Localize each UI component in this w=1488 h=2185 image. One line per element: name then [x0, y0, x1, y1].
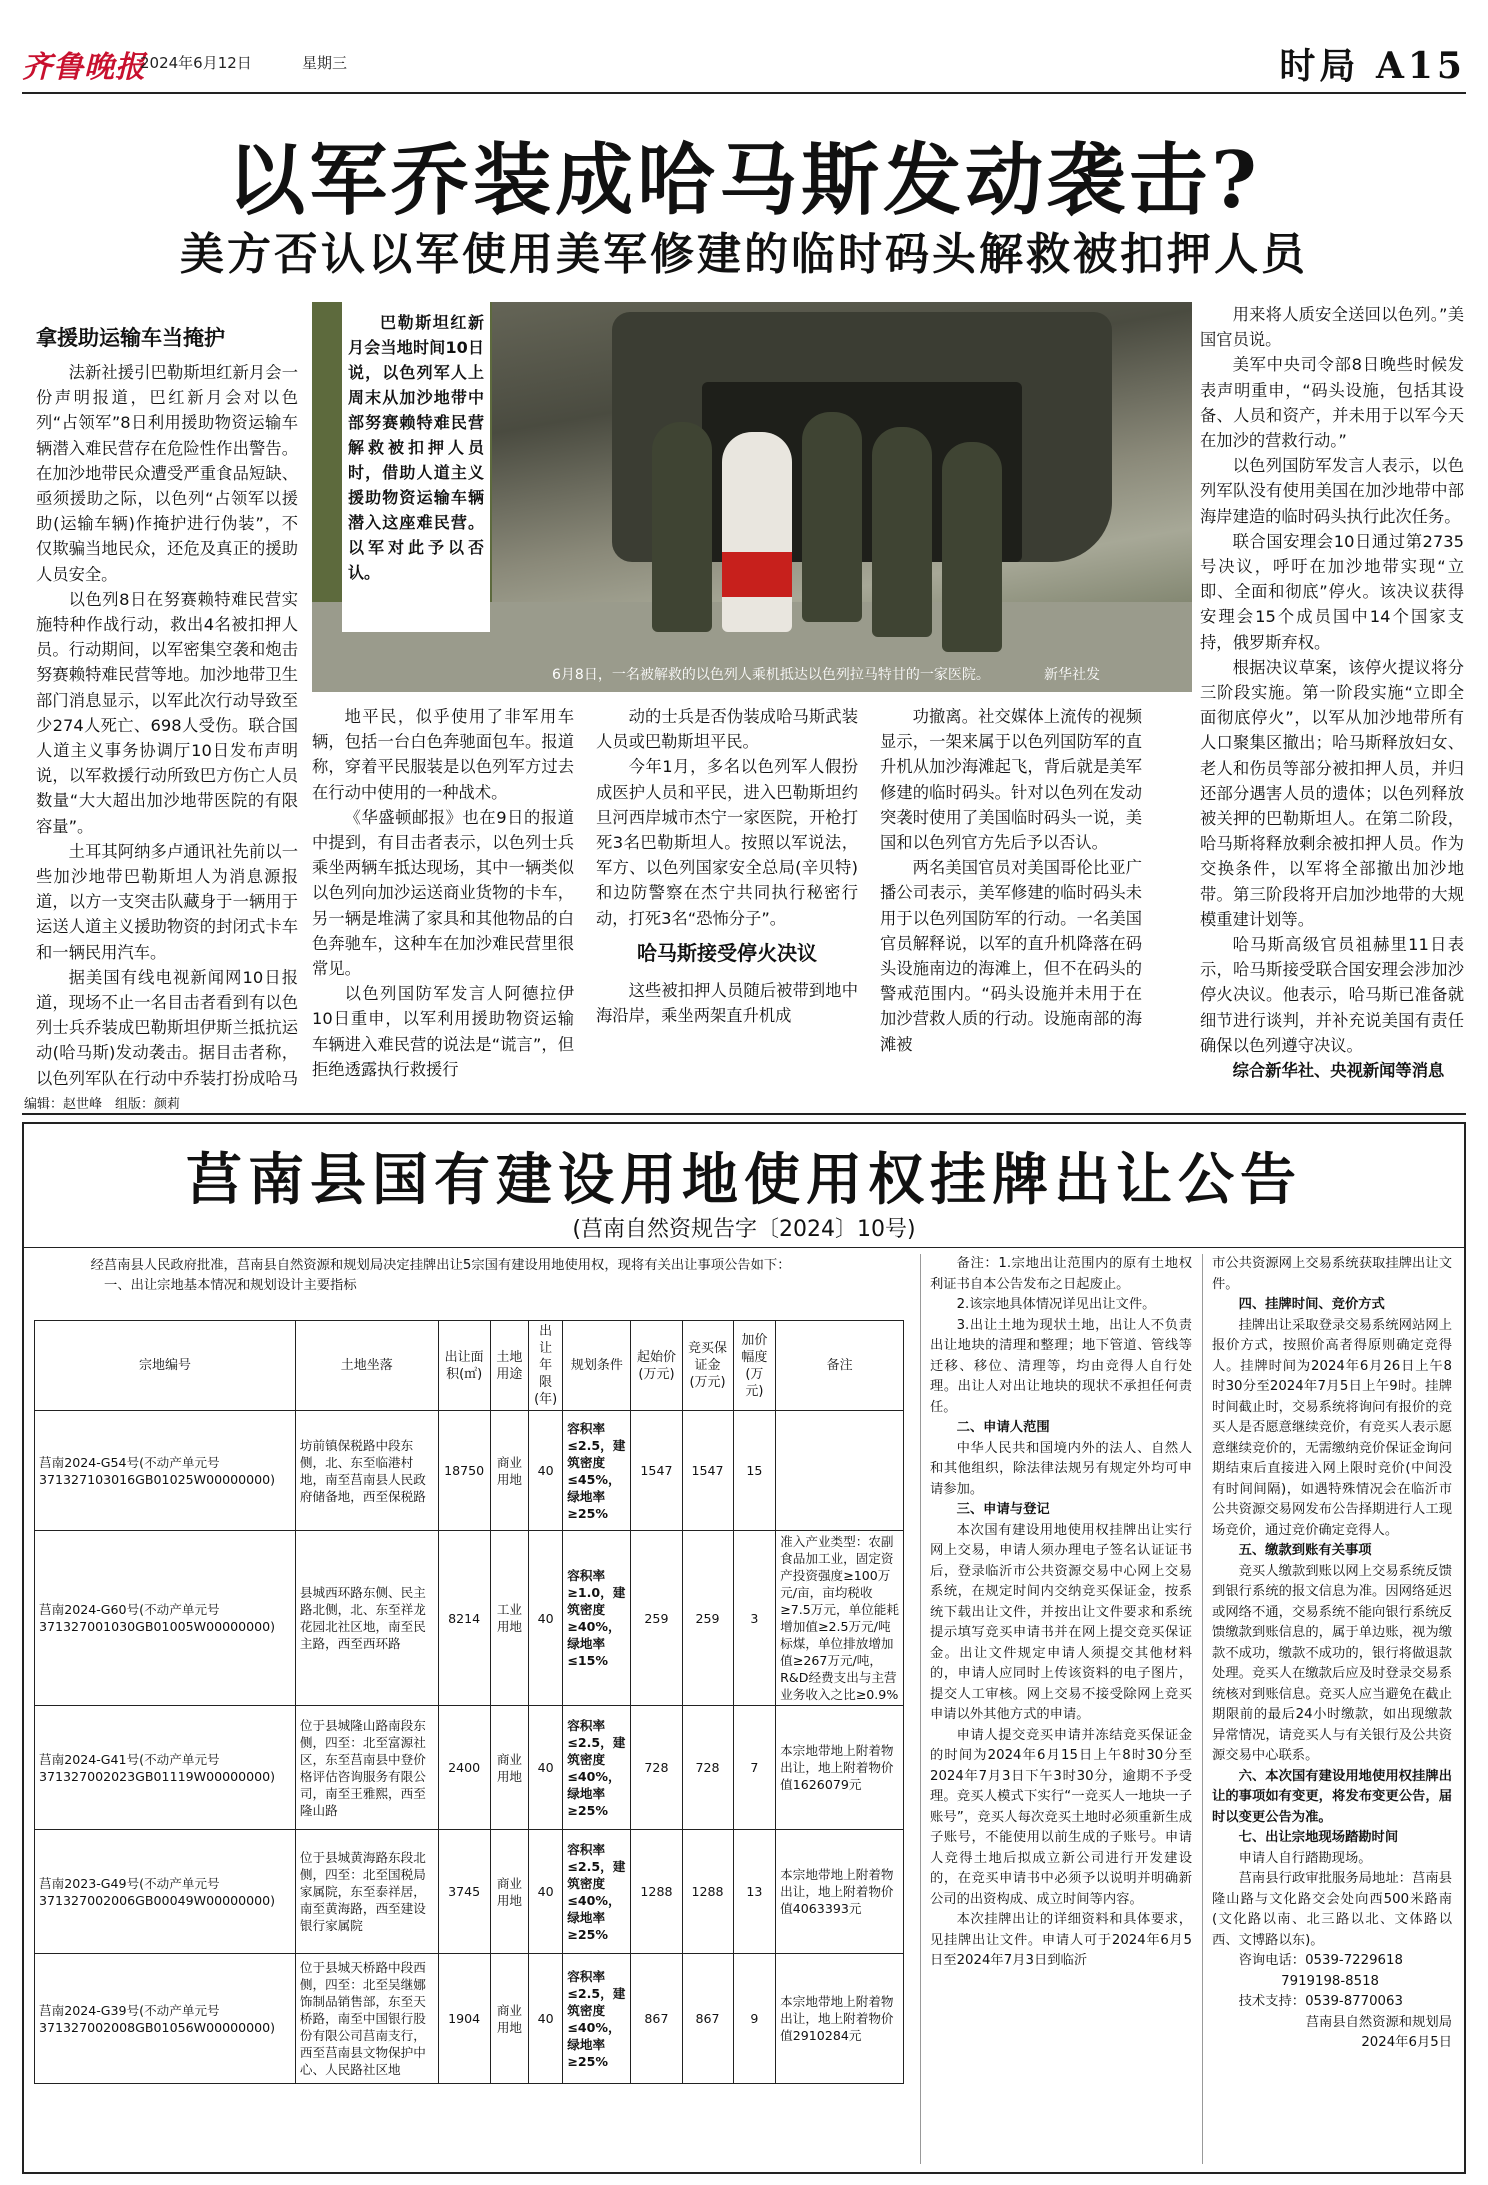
photo-soldier	[802, 412, 862, 622]
notice-section-title: 二、申请人范围	[956, 1420, 1050, 1435]
notice-paragraph: 市公共资源网上交易系统获取挂牌出让文件。	[1212, 1256, 1452, 1292]
notice-paragraph: 中华人民共和国境内外的法人、自然人和其他组织，除法律法规另有规定外均可申请参加。	[930, 1440, 1192, 1497]
table-cell: 莒南2023-G49号(不动产单元号371327002006GB00049W00000000)	[35, 1830, 296, 1954]
notice-section-title: 七、出让宗地现场踏勘时间	[1238, 1830, 1399, 1845]
table-cell: 商业用地	[490, 1706, 528, 1830]
article-subheadline: 美方否认以军使用美军修建的临时码头解救被扣押人员	[180, 229, 1308, 280]
photo-soldier	[652, 422, 712, 632]
table-header-cell: 规划条件	[563, 1321, 631, 1411]
article-paragraph: 联合国安理会10日通过第2735号决议，呼吁在加沙地带实现“立即、全面和彻底”停火。该决议获得安理会15个成员国中14个国家支持，俄罗斯弃权。	[1200, 531, 1464, 652]
table-cell: 13	[733, 1830, 776, 1954]
photo-credit: 新华社发	[1044, 667, 1100, 683]
notice-phone: 7919198-8518	[1281, 1973, 1380, 1989]
notice-paragraph: 技术支持：0539-8770063	[1238, 1994, 1403, 2009]
article-paragraph: 《华盛顿邮报》也在9日的报道中提到，有目击者表示，以色列士兵乘坐两辆车抵达现场，其中一辆类似以色列向加沙运送商业货物的卡车，另一辆是堆满了家具和其他物品的白色奔驰车，这种车在加沙难民营里很常见。	[312, 807, 574, 979]
article-paragraph: 美军中央司令部8日晚些时候发表声明重申，“码头设施，包括其设备、人员和资产，并未用于以军今天在加沙的营救行动。”	[1200, 355, 1464, 451]
issue-weekday: 星期三	[302, 54, 348, 72]
article-column-1	[36, 360, 298, 1088]
section-page-label: 时局 A15	[1279, 45, 1466, 87]
table-cell: 位于县城隆山路南段东侧，四至：北至富源社区，东至莒南县中登价格评估咨询服务有限公司，南至王雅熙，西至隆山路	[295, 1706, 438, 1830]
table-cell: 40	[529, 1954, 563, 2084]
notice-section-title: 五、缴款到账有关事项	[1238, 1543, 1372, 1558]
table-header-cell: 土地用途	[490, 1321, 528, 1411]
article-paragraph: 据美国有线电视新闻网10日报道，现场不止一名目击者看到有以色列士兵乔装成巴勒斯坦伊斯兰抵抗运动(哈马斯)发动袭击。据目击者称，以色列军队在行动中乔装打扮成哈马	[36, 967, 298, 1088]
table-cell: 本宗地带地上附着物出让，地上附着物价值1626079元	[776, 1706, 904, 1830]
notice-paragraph: 莒南县行政审批服务局地址：莒南县隆山路与文化路交会处向西500米路南(文化路以南、北三路以北、文体路以西、文博路以东)。	[1212, 1871, 1452, 1948]
table-cell: 1288	[631, 1830, 682, 1954]
table-cell: 728	[631, 1706, 682, 1830]
notice-section-title: 四、挂牌时间、竞价方式	[1238, 1297, 1385, 1312]
table-header-cell: 宗地编号	[35, 1321, 296, 1411]
article-byline: 综合新华社、央视新闻等消息	[1232, 1061, 1445, 1081]
notice-paragraph: 咨询电话：0539-7229618	[1238, 1953, 1403, 1968]
table-cell: 容积率≤2.5，建筑密度≤40%，绿地率≥25%	[563, 1830, 631, 1954]
table-cell: 9	[733, 1954, 776, 2084]
article-column-4	[880, 704, 1142, 1090]
photo-soldier	[872, 427, 932, 637]
table-cell: 商业用地	[490, 1830, 528, 1954]
article-paragraph: 功撤离。社交媒体上流传的视频显示，一架来属于以色列国防军的直升机从加沙海滩起飞，背后就是美军修建的临时码头。针对以色列在发动突袭时使用了美国临时码头一说，美国和以色列官方先后予以否认。	[880, 707, 1142, 853]
article-column-3	[596, 704, 858, 1090]
table-cell: 容积率≤2.5，建筑密度≤40%，绿地率≥25%	[563, 1706, 631, 1830]
editor-credit: 编辑：赵世峰 组版：颜莉	[22, 1093, 1466, 1115]
table-cell: 容积率≥1.0，建筑密度≥40%，绿地率≤15%	[563, 1531, 631, 1706]
photo-caption: 6月8日，一名被解救的以色列人乘机抵达以色列拉马特甘的一家医院。	[552, 667, 990, 683]
article-paragraph: 这些被扣押人员随后被带到地中海沿岸，乘坐两架直升机成	[596, 981, 858, 1026]
column-divider	[920, 1254, 921, 2164]
table-cell: 莒南2024-G54号(不动产单元号371327103016GB01025W00000000)	[35, 1411, 296, 1531]
table-header-cell: 备注	[776, 1321, 904, 1411]
table-header-cell: 出让面积(㎡)	[438, 1321, 490, 1411]
table-cell: 40	[529, 1830, 563, 1954]
table-cell: 准入产业类型：农副食品加工业，固定资产投资强度≥100万元/亩，亩均税收≥7.5万元，单位能耗增加值≥2.5万元/吨标煤，单位排放增加值≥267万元/吨，R&D经费支出与主营业务收入之比≥0.9%	[776, 1531, 904, 1706]
article-paragraph: 地平民，似乎使用了非军用车辆，包括一台白色奔驰面包车。报道称，穿着平民服装是以色列军方过去在行动中使用的一种战术。	[312, 707, 574, 802]
table-cell: 位于县城天桥路中段西侧，四至：北至吴继娜饰制品销售部，东至天桥路，南至中国银行股份有限公司莒南支行，西至莒南县文物保护中心、人民路社区地	[295, 1954, 438, 2084]
table-row	[35, 1706, 904, 1830]
notice-section-title: 三、申请与登记	[956, 1502, 1050, 1517]
notice-paragraph: 3.出让土地为现状土地，出让人不负责出让地块的清理和整理；地下管道、管线等迁移、移位、清理等，均由竞得人自行处理。出让人对出让地块的现状不承担任何责任。	[930, 1317, 1192, 1415]
article-paragraph: 哈马斯高级官员祖赫里11日表示，哈马斯接受联合国安理会涉加沙停火决议。他表示，哈马斯已准备就细节进行谈判，并补充说美国有责任确保以色列遵守决议。	[1200, 935, 1464, 1055]
notice-paragraph: 竞买人缴款到账以网上交易系统反馈到银行系统的报文信息为准。因网络延迟或网络不通，交易系统不能向银行系统反馈缴款到账信息的，属于单边账，视为缴款不成功，缴款不成功的，银行将做退款处理。竞买人在缴款后应及时登录交易系统核对到账信息。竞买人应当避免在截止期限前的最后24小时缴款，如出现缴款异常情况，请竞买人与有关银行及公共资源交易中心联系。	[1212, 1563, 1452, 1763]
newspaper-logo: 齐鲁晚报	[22, 50, 146, 85]
table-cell: 工业用地	[490, 1531, 528, 1706]
table-cell: 莒南2024-G41号(不动产单元号371327002023GB01119W00000000)	[35, 1706, 296, 1830]
article-paragraph: 土耳其阿纳多卢通讯社先前以一些加沙地带巴勒斯坦人为消息源报道，以方一支突击队藏身于一辆用于运送人道主义援助物资的封闭式卡车和一辆民用汽车。	[36, 841, 298, 962]
table-cell: 容积率≤2.5，建筑密度≤40%，绿地率≥25%	[563, 1954, 631, 2084]
masthead	[22, 34, 1466, 94]
table-cell: 本宗地带地上附着物出让，地上附着物价值4063393元	[776, 1830, 904, 1954]
table-cell: 1547	[631, 1411, 682, 1531]
article-column-2	[312, 704, 574, 1090]
table-cell: 莒南2024-G60号(不动产单元号371327001030GB01005W00000000)	[35, 1531, 296, 1706]
photo-red-shorts	[722, 552, 792, 597]
table-cell: 3745	[438, 1830, 490, 1954]
notice-section-1-title: 一、出让宗地基本情况和规划设计主要指标	[104, 1278, 357, 1293]
table-row	[35, 1954, 904, 2084]
table-header-row	[35, 1321, 904, 1411]
table-cell: 本宗地带地上附着物出让，地上附着物价值2910284元	[776, 1954, 904, 2084]
article-headline: 以军乔装成哈马斯发动袭击?	[227, 135, 1261, 226]
article-column-5	[1200, 302, 1464, 1090]
table-cell: 1547	[682, 1411, 733, 1531]
notice-title: 莒南县国有建设用地使用权挂牌出让公告	[186, 1147, 1302, 1213]
table-cell: 728	[682, 1706, 733, 1830]
table-cell: 1904	[438, 1954, 490, 2084]
article-paragraph: 以色列8日在努赛赖特难民营实施特种作战行动，救出4名被扣押人员。行动期间，以军密集空袭和炮击努赛赖特难民营等地。加沙地带卫生部门消息显示，以军此次行动导致至少274人死亡、698人受伤。联合国人道主义事务协调厅10日发布声明说，以军救援行动所致巴方伤亡人员数量“大大超出加沙地带医院的有限容量”。	[36, 589, 298, 836]
table-cell: 1288	[682, 1830, 733, 1954]
table-cell: 40	[529, 1706, 563, 1830]
subheading-hamas-ceasefire: 哈马斯接受停火决议	[637, 940, 817, 965]
notice-signature: 2024年6月5日	[1361, 2035, 1452, 2050]
table-row	[35, 1531, 904, 1706]
photo-callout: 巴勒斯坦红新月会当地时间10日说，以色列军人上周末从加沙地带中部努赛赖特难民营解救被扣押人员时，借助人道主义援助物资运输车辆潜入这座难民营。以军对此予以否认。	[342, 302, 490, 632]
table-cell: 867	[682, 1954, 733, 2084]
table-cell: 259	[682, 1531, 733, 1706]
table-cell: 867	[631, 1954, 682, 2084]
article-paragraph: 法新社援引巴勒斯坦红新月会一份声明报道，巴红新月会对以色列“占领军”8日利用援助物资运输车辆潜入难民营存在危险性作出警告。在加沙地带民众遭受严重食品短缺、亟须援助之际，以色列“占领军以援助(运输车辆)作掩护进行伪装”，不仅欺骗当地民众，还危及真正的援助人员安全。	[36, 363, 298, 584]
article-paragraph: 两名美国官员对美国哥伦比亚广播公司表示，美军修建的临时码头未用于以色列国防军的行动。一名美国官员解释说，以军的直升机降落在码头设施南边的海滩上，但不在码头的警戒范围内。“码头设施并未用于在加沙营救人质的行动。设施南部的海滩被	[880, 858, 1142, 1054]
land-auction-notice	[22, 1122, 1466, 2174]
table-cell: 商业用地	[490, 1411, 528, 1531]
table-cell: 3	[733, 1531, 776, 1706]
table-cell: 2400	[438, 1706, 490, 1830]
table-header-cell: 土地坐落	[295, 1321, 438, 1411]
notice-paragraph: 挂牌出让采取登录交易系统网站网上报价方式，按照价高者得原则确定竞得人。挂牌时间为2024年6月26日上午8时30分至2024年7月5日上午9时。挂牌时间截止时，交易系统将询问有报价的竞买人是否愿意继续竞价，有竞买人表示愿意继续竞价的，无需缴纳竞价保证金询问期结束后直接进入网上限时竞价(中间没有时间间隔)，如遇特殊情况会在临沂市公共资源交易网发布公告择期进行人工现场竞价，通过竞价确定竞得人。	[1212, 1317, 1452, 1538]
notice-paragraph: 2.该宗地具体情况详见出让文件。	[956, 1297, 1156, 1312]
table-header-cell: 出让年限(年)	[529, 1321, 563, 1411]
notice-paragraph: 备注：1.宗地出让范围内的原有土地权利证书自本公告发布之日起废止。	[930, 1256, 1192, 1292]
article-paragraph: 用来将人质安全送回以色列。”美国官员说。	[1200, 305, 1464, 350]
photo-soldier	[942, 442, 1002, 652]
table-header-cell: 起始价(万元)	[631, 1321, 682, 1411]
table-cell: 40	[529, 1531, 563, 1706]
notice-paragraph: 本次国有建设用地使用权挂牌出让实行网上交易，申请人须办理电子签名认证证书后，登录临沂市公共资源交易中心网上交易系统，在规定时间内交纳竞买保证金，按系统下载出让文件，并按出让文件要求和系统提示填写竞买申请书并在网上提交竞买保证金。出让文件规定申请人须提交其他材料的，申请人应同时上传该资料的电子图片，提交人工审核。网上交易不接受除网上竞买申请以外其他方式的申请。	[930, 1522, 1192, 1722]
notice-column-right	[1212, 1254, 1452, 2166]
table-header-cell: 竞买保证金(万元)	[682, 1321, 733, 1411]
article-paragraph: 以色列国防军发言人阿德拉伊10日重申，以军利用援助物资运输车辆进入难民营的说法是“谎言”，但拒绝透露执行救援行	[312, 984, 574, 1079]
table-cell: 259	[631, 1531, 682, 1706]
table-row	[35, 1411, 904, 1531]
table-cell: 商业用地	[490, 1954, 528, 2084]
article-paragraph: 动的士兵是否伪装成哈马斯武装人员或巴勒斯坦平民。	[596, 707, 858, 752]
subheading-aid-truck: 拿援助运输车当掩护	[36, 325, 225, 350]
notice-signature: 莒南县自然资源和规划局	[1305, 2014, 1452, 2030]
table-cell: 18750	[438, 1411, 490, 1531]
notice-paragraph: 本次挂牌出让的详细资料和具体要求，见挂牌出让文件。申请人可于2024年6月5日至2024年7月3日到临沂	[930, 1912, 1192, 1968]
notice-section-title: 六、本次国有建设用地使用权挂牌出让的事项如有变更，将发布变更公告，届时以变更公告为准。	[1212, 1768, 1452, 1825]
table-cell: 莒南2024-G39号(不动产单元号371327002008GB01056W00000000)	[35, 1954, 296, 2084]
article-paragraph: 根据决议草案，该停火提议将分三阶段实施。第一阶段实施“立即全面彻底停火”，以军从加沙地带所有人口聚集区撤出；哈马斯释放妇女、老人和伤员等部分被扣押人员，并归还部分遇害人员的遗体；以色列释放被关押的巴勒斯坦人。在第二阶段，哈马斯将释放剩余被扣押人员。作为交换条件，以军将全部撤出加沙地带。第三阶段将开启加沙地带的大规模重建计划等。	[1200, 657, 1464, 929]
table-cell: 容积率≤2.5，建筑密度≤45%，绿地率≥25%	[563, 1411, 631, 1531]
photo-rescued-man	[722, 432, 792, 632]
column-divider	[1202, 1254, 1203, 2164]
table-cell: 40	[529, 1411, 563, 1531]
notice-number: (莒南自然资规告字〔2024〕10号)	[572, 1217, 916, 1242]
notice-divider	[24, 1247, 1464, 1248]
article-paragraph: 今年1月，多名以色列军人假扮成医护人员和平民，进入巴勒斯坦约旦河西岸城市杰宁一家医院，开枪打死3名巴勒斯坦人。按照以军说法，军方、以色列国家安全总局(辛贝特)和边防警察在杰宁共同执行秘密行动，打死3名“恐怖分子”。	[596, 757, 858, 928]
notice-paragraph: 申请人提交竞买申请并冻结竞买保证金的时间为2024年6月15日上午8时30分至2024年7月3日下午3时30分，逾期不予受理。竞买人模式下实行“一竞买人一地块一子账号”，竞买人每次竞买土地时必须重新生成子账号，不能使用以前生成的子账号。申请人竞得土地后拟成立新公司进行开发建设的，在竞买申请书中必须予以说明并明确新公司的出资构成、成立时间等内容。	[930, 1727, 1192, 1907]
table-cell: 坊前镇保税路中段东侧，北、东至临港村地，南至莒南县人民政府储备地，西至保税路	[295, 1411, 438, 1531]
land-parcel-table	[34, 1320, 904, 2084]
table-cell	[776, 1411, 904, 1531]
table-cell: 位于县城黄海路东段北侧，四至：北至国税局家属院，东至泰祥居，南至黄海路，西至建设银行家属院	[295, 1830, 438, 1954]
notice-paragraph: 申请人自行踏勘现场。	[1238, 1850, 1372, 1866]
table-cell: 县城西环路东侧、民主路北侧，北、东至祥龙花园北社区地，南至民主路，西至西环路	[295, 1531, 438, 1706]
notice-intro	[64, 1256, 904, 1296]
table-row	[35, 1830, 904, 1954]
table-cell: 8214	[438, 1531, 490, 1706]
table-header-cell: 加价幅度(万元)	[733, 1321, 776, 1411]
table-cell: 15	[733, 1411, 776, 1531]
notice-intro-text: 经莒南县人民政府批准，莒南县自然资源和规划局决定挂牌出让5宗国有建设用地使用权，现将有关出让事项公告如下：	[90, 1258, 791, 1273]
article-paragraph: 以色列国防军发言人表示，以色列军队没有使用美国在加沙地带中部海岸建造的临时码头执行此次任务。	[1200, 456, 1464, 526]
issue-date: 2024年6月12日	[140, 54, 252, 72]
table-cell: 7	[733, 1706, 776, 1830]
notice-column-middle	[930, 1254, 1192, 2166]
